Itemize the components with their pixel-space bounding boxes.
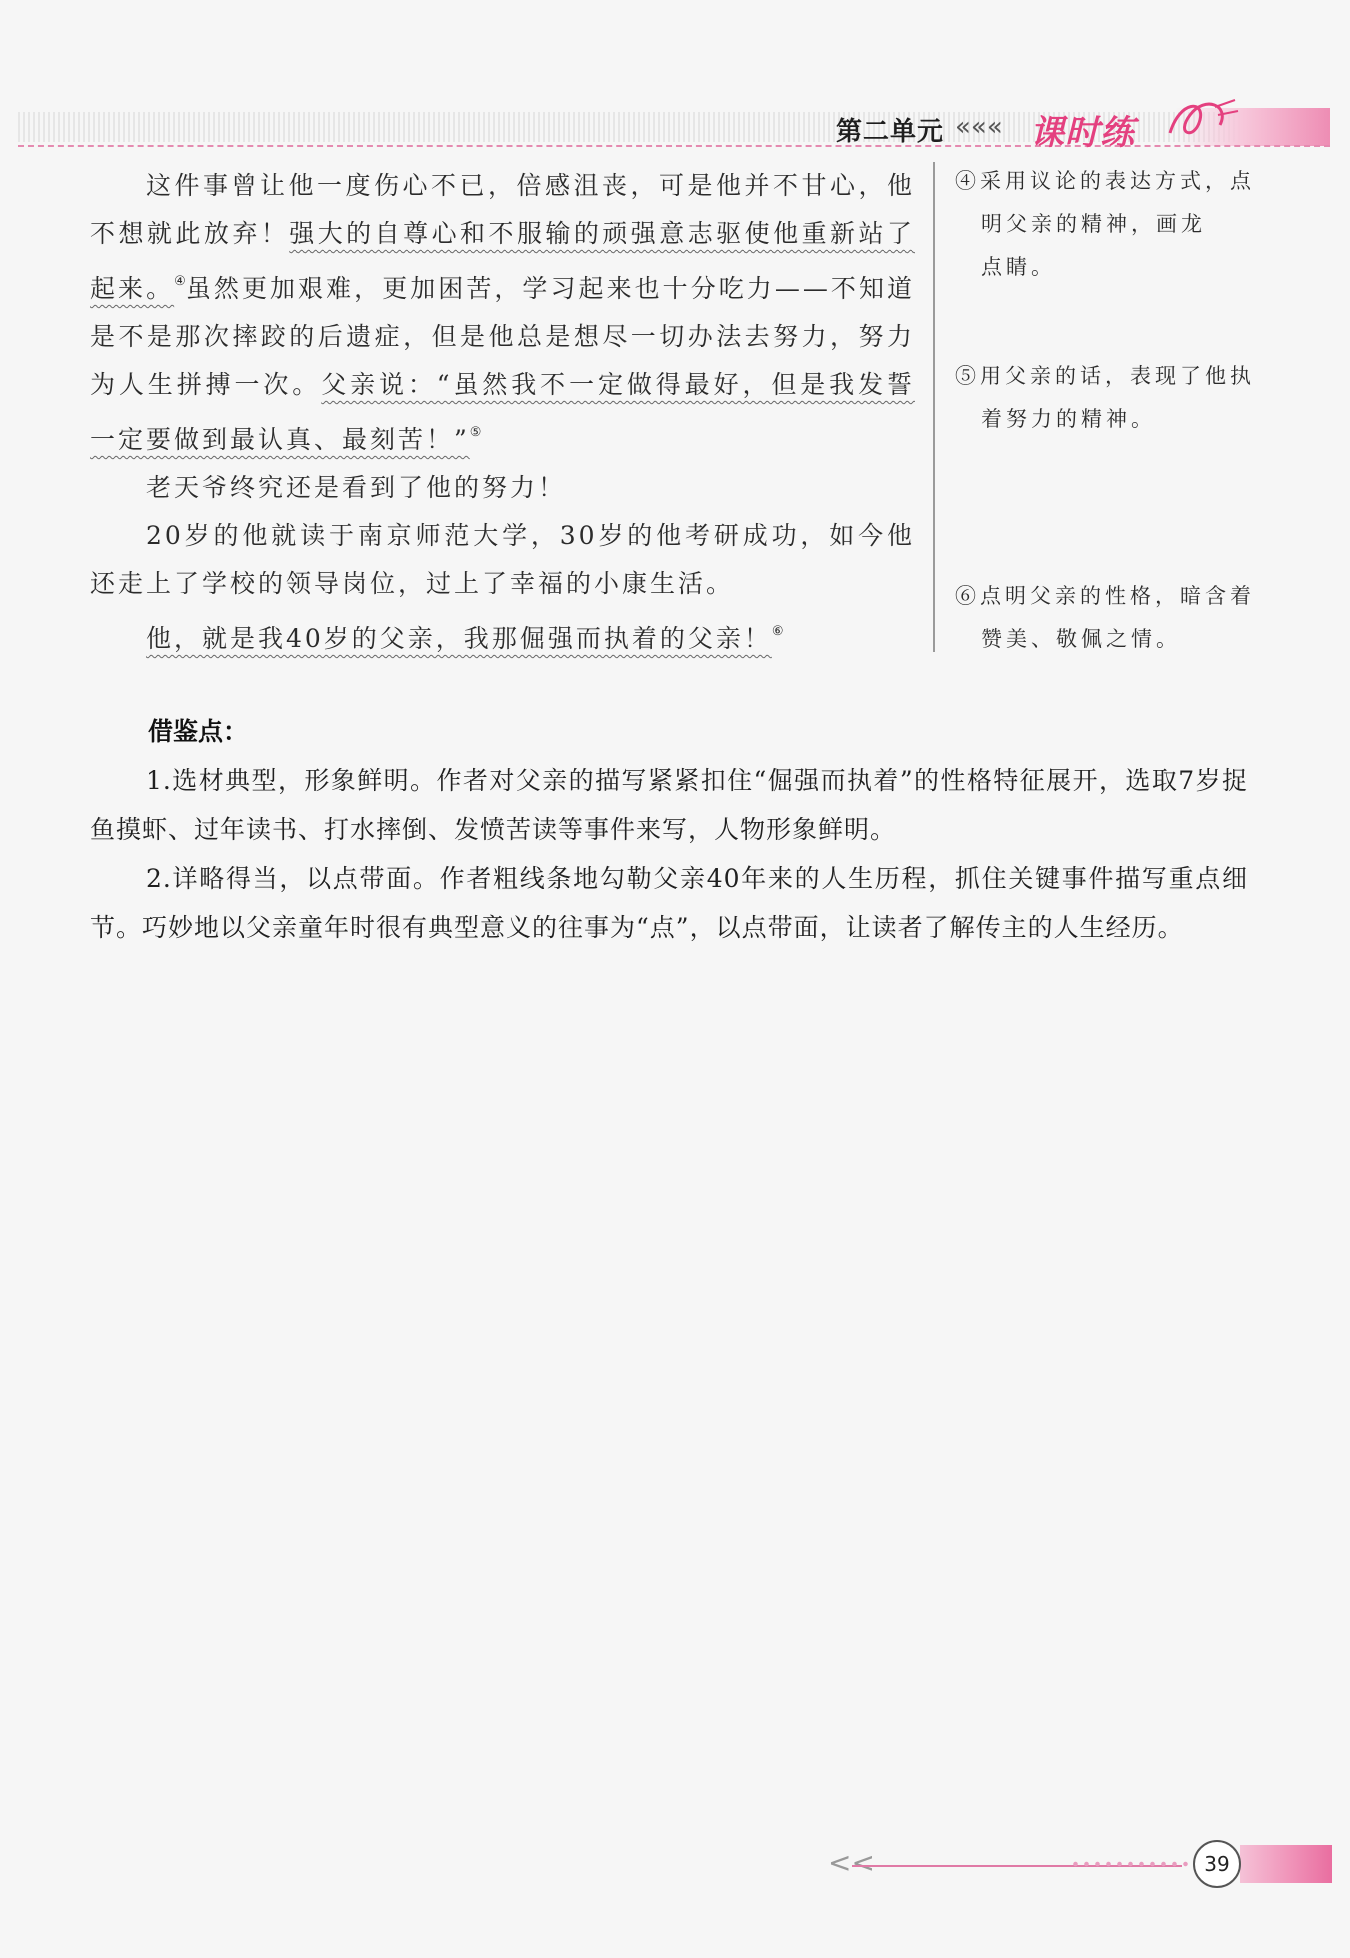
margin-note-4 — [955, 160, 1255, 289]
brand-title: 课时练 — [1030, 113, 1135, 153]
p1-text-c: 虽然更加艰难，更加困苦，学习起来也十分吃力——不知道是不是那次摔跤的后遗症，但是他总是想尽一切办法去努力，努力为人生拼搏一次。 — [90, 274, 915, 399]
footer-arrow-icon: << — [828, 1846, 875, 1879]
paragraph-3: 20岁的他就读于南京师范大学，30岁的他考研成功，如今他还走上了学校的领导岗位，过上了幸福的小康生活。 — [90, 521, 915, 598]
note-4-line-1: ④采用议论的表达方式，点 — [955, 169, 1255, 193]
jiejian-section — [90, 756, 1248, 952]
margin-divider — [933, 162, 935, 652]
note-marker-6: ⑥ — [771, 624, 784, 639]
paragraph-2: 老天爷终究还是看到了他的努力！ — [146, 473, 567, 502]
p1-underlined-quote: 父亲说：“虽然我不一定做得最好，但是我发誓一定要做到最认真、最刻苦！” — [90, 370, 915, 454]
ribbon-decoration-icon — [1160, 95, 1240, 145]
note-5-line-1: ⑤用父亲的话，表现了他执 — [955, 364, 1255, 388]
chevron-left-icon: ««« — [955, 112, 1003, 142]
note-4-line-3: 点睛。 — [981, 255, 1056, 279]
p4-underlined: 他，就是我40岁的父亲，我那倔强而执着的父亲！ — [146, 624, 772, 653]
margin-note-5 — [955, 355, 1255, 441]
note-4-line-2: 明父亲的精神，画龙 — [981, 212, 1206, 236]
margin-note-6 — [955, 575, 1255, 661]
footer-dots — [1070, 1858, 1190, 1870]
note-6-line-1: ⑥点明父亲的性格，暗含着 — [955, 584, 1255, 608]
note-6-line-2: 赞美、敬佩之情。 — [981, 627, 1181, 651]
footer-pink-block — [1240, 1845, 1332, 1883]
page-number: 39 — [1193, 1840, 1241, 1888]
unit-label: 第二单元 — [836, 117, 945, 147]
note-marker-5: ⑤ — [469, 425, 482, 440]
jiejian-point-2: 2.详略得当，以点带面。作者粗线条地勾勒父亲40年来的人生历程，抓住关键事件描写重点细节。巧妙地以父亲童年时很有典型意义的往事为“点”，以点带面，让读者了解传主的人生经历。 — [90, 864, 1248, 942]
p1-underlined-a: 强大的自尊心和不服输的顽强意志驱使他重新站了起来。 — [90, 219, 915, 303]
note-5-line-2: 着努力的精神。 — [981, 407, 1156, 431]
note-marker-4: ④ — [174, 274, 186, 289]
paragraph-1 — [90, 162, 915, 464]
jiejian-title: 借鉴点： — [148, 717, 249, 746]
main-text-column — [90, 162, 915, 663]
paragraph-4 — [90, 608, 915, 663]
p1-text-a: 这件事曾让他一度伤心不已，倍感沮丧，可是他并不甘心，他不想就此放弃！ — [90, 171, 915, 248]
jiejian-point-1: 1.选材典型，形象鲜明。作者对父亲的描写紧紧扣住“倔强而执着”的性格特征展开，选取7岁捉鱼摸虾、过年读书、打水摔倒、发愤苦读等事件来写，人物形象鲜明。 — [90, 766, 1248, 844]
